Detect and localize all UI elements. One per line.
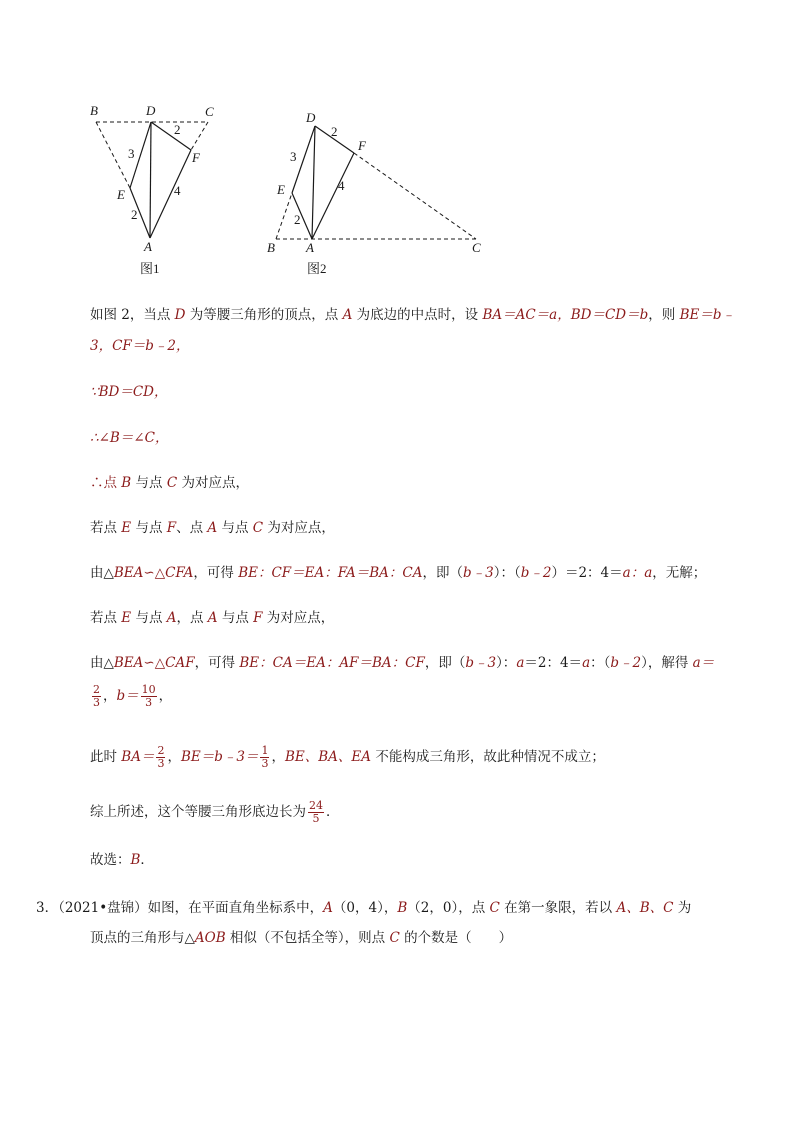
fig2-length-FA: 4 — [338, 178, 345, 193]
fig2-length-DF: 2 — [331, 124, 338, 139]
fig2-label-D: D — [306, 110, 316, 125]
question-3-line-2: 顶点的三角形与△AOB 相似（不包括全等），则点 C 的个数是（ ） — [90, 930, 513, 946]
fig2-label-F: F — [358, 138, 366, 153]
fig2-segment-FA — [312, 153, 354, 239]
fig1-length-EA: 2 — [131, 207, 138, 222]
figure-2 — [260, 106, 500, 280]
fig1-segment-BE — [96, 122, 130, 188]
solution-line-13: 故选：B． — [90, 852, 154, 868]
solution-line-5: ∴点 B 与点 C 为对应点， — [90, 475, 249, 491]
solution-line-12: 综上所述，这个等腰三角形底边长为 $\frac{24}{5}$ ． — [90, 799, 340, 825]
fraction-be: $\frac{1}{3}$ — [261, 744, 269, 770]
fig1-length-DF: 2 — [174, 122, 181, 137]
solution-line-2: 3，CF＝b﹣2， — [90, 338, 190, 354]
fraction-a: $\frac{2}{3}$ — [93, 683, 100, 709]
fig2-length-DE: 3 — [290, 149, 297, 164]
solution-line-6: 若点 E 与点 F、点 A 与点 C 为对应点， — [90, 520, 335, 536]
fig1-length-DE: 3 — [128, 146, 135, 161]
fig1-segment-CF — [191, 122, 208, 150]
fig2-label-B: B — [267, 240, 275, 255]
fig2-label-C: C — [472, 240, 481, 255]
fig1-label-C: C — [205, 104, 214, 119]
fraction-ba: $\frac{2}{3}$ — [157, 744, 165, 770]
question-3-line-1: 3．（2021•盘锦）如图，在平面直角坐标系中，A（0，4），B（2，0），点 C 在第一象限，若以 A、B、C 为 — [36, 900, 692, 916]
fig1-segment-DF — [151, 122, 191, 150]
solution-line-1: 如图 2，当点 D 为等腰三角形的顶点，点 A 为底边的中点时，设 BA＝AC＝a，BD＝CD＝b，则 BE＝b﹣ — [90, 307, 735, 323]
fig1-label-F: F — [192, 150, 200, 165]
fig1-segment-FA — [150, 150, 191, 238]
fig2-segment-BE — [276, 193, 292, 239]
fraction-answer: $\frac{24}{5}$ — [309, 799, 323, 825]
fig1-label-E: E — [117, 187, 125, 202]
fig1-caption: 图1 — [140, 261, 160, 276]
fig2-caption: 图2 — [307, 261, 327, 276]
fig2-label-E: E — [277, 182, 285, 197]
fig1-segment-DA — [150, 122, 151, 238]
figure-1 — [80, 98, 230, 280]
solution-line-4: ∴∠B＝∠C， — [90, 430, 169, 446]
solution-line-9: 由△BEA∽△CAF，可得 BE：CA＝EA：AF＝BA：CF，即（b﹣3）：a＝2：4＝a：（b﹣2），解得 a＝ — [90, 655, 715, 671]
fig2-length-EA: 2 — [294, 212, 301, 227]
solution-line-11: 此时 BA＝ $\frac{2}{3}$ ，BE＝b﹣3＝ $\frac{1}{3}$ ，BE、BA、EA 不能构成三角形，故此种情况不成立； — [90, 744, 605, 770]
fraction-b: $\frac{10}{3}$ — [141, 683, 156, 709]
fig2-label-A: A — [306, 240, 314, 255]
solution-line-8: 若点 E 与点 A，点 A 与点 F 为对应点， — [90, 610, 335, 626]
solution-line-7: 由△BEA∽△CFA，可得 BE：CF＝EA：FA＝BA：CA，即（b﹣3）：（b﹣2）＝2：4＝a：a，无解； — [90, 565, 707, 581]
fig1-length-FA: 4 — [174, 183, 181, 198]
fig1-label-D: D — [146, 103, 156, 118]
fig1-label-B: B — [90, 103, 98, 118]
fig1-label-A: A — [144, 239, 152, 254]
solution-line-10: $\frac{2}{3}$ ，b＝ $\frac{10}{3}$ ， — [93, 683, 173, 709]
fig2-segment-FC — [354, 153, 476, 239]
fig2-segment-DA — [312, 126, 315, 239]
solution-line-3: ∵BD＝CD， — [90, 384, 168, 400]
